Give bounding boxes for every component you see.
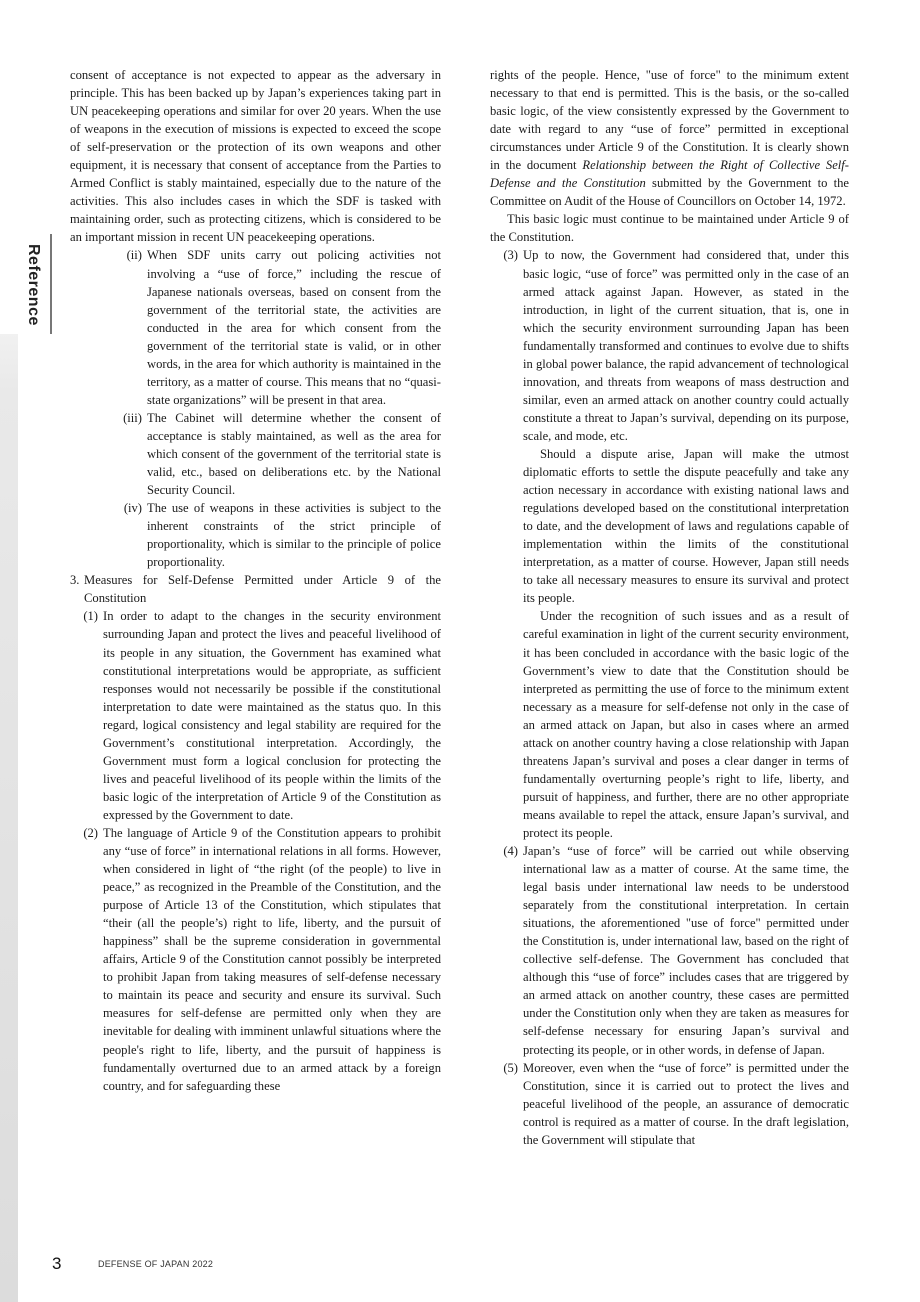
item-text: The language of Article 9 of the Constitution appears to prohibit any “use of force” in international relations in all forms. However, when considered in light of “the right (of the people) to live in peace,” as recognized in the Preamble of the Constitution, and the purpose of Article 13 of the Constitution, which stipulates that “their (all the people’s) right to life, liberty, and the pursuit of happiness” shall be the supreme consideration in governmental affairs, Article 9 of the Constitution cannot possibly be interpreted to prohibit Japan from taking measures of self-defense necessary to maintain its peace and security and ensure its survival. Such measures for self-defense are permitted only when they are inevitable for dealing with imminent unlawful situations where the people's right to life, liberty, and the pursuit of happiness is fundamentally overturned due to an armed attack by a foreign country, and for safeguarding these [103, 825, 441, 1093]
list-item [70, 499, 441, 571]
document-title: Relationship between the Right of Collective Self-Defense and the Constitution [490, 158, 849, 191]
list-item [490, 1059, 849, 1149]
list-item [490, 246, 849, 842]
continuation-paragraph: consent of acceptance is not expected to appear as the adversary in principle. This has been backed up by Japan’s experiences taking part in UN peacekeeping operations and similar for over 20 years. When the use of weapons in the execution of missions is expected to exceed the scope of self-preservation or the protection of its own weapons and other equipment, it is necessary that consent of acceptance from the Parties to Armed Conflict is stably maintained, especially due to the nature of the activities. This also includes cases in which the SDF is tasked with maintaining order, such as protecting citizens, which is considered to be an important mission in recent UN peacekeeping operations. [70, 68, 441, 245]
item-number: (iv) [123, 501, 142, 516]
continuation-text: rights of the people. Hence, "use of force" to the minimum extent necessary to that end is permitted. This is the basis, or the so-called basic logic, of the view consistently expressed by the Government to date with regard to any “use of force” permitted in exceptional circumstances under Article 9 of the Constitution. It is clearly shown in the document [490, 68, 849, 173]
item-text: The use of weapons in these activities is subject to the inherent constraints of the strict principle of proportionality, which is similar to the principle of police proportionality. [147, 501, 441, 570]
basic-logic-paragraph: This basic logic must continue to be maintained under Article 9 of the Constitution. [490, 212, 849, 245]
item-number: (ii) [126, 248, 142, 263]
section-number: 3. [70, 573, 80, 588]
list-item [70, 824, 441, 1095]
item-paragraph: Moreover, even when the “use of force” is permitted under the Constitution, since it is carried out to protect the lives and peaceful livelihood of the people, an assurance of democratic control is required as a matter of course. In the draft legislation, the Government will stipulate that [523, 1060, 849, 1147]
publication-title: DEFENSE OF JAPAN 2022 [98, 1259, 214, 1269]
item-paragraph: Should a dispute arise, Japan will make the utmost diplomatic efforts to settle the dispute peacefully and take any action necessary in accordance with existing national laws and regulations developed based on the constitutional interpretation to date, and the development of laws and regulations capable of implementation within the limits of the constitutional interpretation, as a matter of course. However, Japan still needs to take all necessary measures to ensure its survival and protect its people. [523, 446, 849, 606]
item-body [523, 246, 849, 842]
item-number: (5) [503, 1060, 518, 1075]
item-number: (2) [83, 825, 98, 840]
item-paragraph: Japan’s “use of force” will be carried out while observing international law as a matter of course. At the same time, the legal basis under international law needs to be understood separately from the constitutional interpretation. In certain situations, the aforementioned "use of force" permitted under the Constitution is, under international law, based on the right of collective self-defense. The Government has concluded that although this “use of force” includes cases that are triggered by an armed attack on another country, these cases are permitted under the Constitution only when they are taken as measures for self-defense necessary for ensuring Japan’s survival and protecting its people, or in other words, in defense of Japan. [523, 844, 849, 1057]
continuation-paragraph [490, 66, 849, 210]
list-item [70, 607, 441, 824]
item-paragraph: Up to now, the Government had considered that, under this basic logic, “use of force” was permitted only in the case of an armed attack against Japan. However, as stated in the introduction, in light of the current situation, that is, one in which the security environment surrounding Japan has been fundamentally transformed and continues to evolve due to shifts in global power balance, the rapid advancement of technological innovation, and threats from weapons of mass destruction and similar, even an armed attack on another country could actually constitute a threat to Japan’s survival, depending on its purpose, scale, and mode, etc. [523, 248, 849, 443]
page-number: 3 [52, 1254, 62, 1273]
reference-tab-label: Reference [25, 244, 42, 326]
item-number: (3) [503, 248, 518, 263]
right-column [490, 66, 849, 1149]
item-paragraph: Under the recognition of such issues and as a result of careful examination in light of the current security environment, it has been concluded in accordance with the basic logic of the Government’s view to date that the Constitution should be interpreted as permitting the use of force to the minimum extent necessary as a measure for self-defense not only in the case of an armed attack on Japan, but also in cases where an armed attack on another country having a close relationship with Japan threatens Japan’s survival and poses a clear danger in terms of fundamentally overturning people’s right to life, liberty, and pursuit of happiness, and further, there are no other appropriate means available to repel the attack, ensure Japan’s survival, and protect its people. [523, 609, 849, 840]
item-number: (4) [503, 844, 518, 859]
item-text: When SDF units carry out policing activities not involving a “use of force,” including the rescue of Japanese nationals overseas, based on consent from the government of the territorial state, the activities are conducted in the area for which consent from the government of the territorial state is valid, or in other words, in the area for which authority is maintained in the territory, as a matter of course. This means that no “quasi-state organizations” will be present in that area. [147, 248, 441, 407]
list-item [70, 246, 441, 408]
item-text: In order to adapt to the changes in the security environment surrounding Japan and protect the lives and peaceful livelihood of its people in any situation, the Government has examined what constitutional interpretations would be appropriate, as sufficient responses would not necessarily be possible if the constitutional interpretation to date were maintained as the status quo. In this regard, logical consistency and legal stability are required for the Government’s constitutional interpretation. Accordingly, the Government must form a logical conclusion for protecting the lives and peaceful livelihood of its people within the limits of the basic logic of the interpretation of Article 9 of the Constitution as expressed by the Government to date. [103, 609, 441, 822]
continuation-text-end: submitted by the Government to the Committee on Audit of the House of Councillors on October 14, 1972. [490, 176, 849, 209]
item-number: (1) [83, 609, 98, 624]
item-body [523, 1059, 849, 1149]
left-column [70, 66, 441, 1095]
section-title: Measures for Self-Defense Permitted under Article 9 of the Constitution [84, 573, 441, 606]
section-heading [70, 571, 441, 607]
list-item [70, 409, 441, 499]
item-text: The Cabinet will determine whether the consent of acceptance is stably maintained, as well as the area for which consent of the government of the territorial state is valid, etc., based on deliberations etc. by the National Security Council. [147, 410, 441, 498]
item-body [523, 842, 849, 1059]
reference-side-strip [0, 0, 18, 1302]
list-item [490, 842, 849, 1059]
item-number: (iii) [123, 410, 142, 425]
